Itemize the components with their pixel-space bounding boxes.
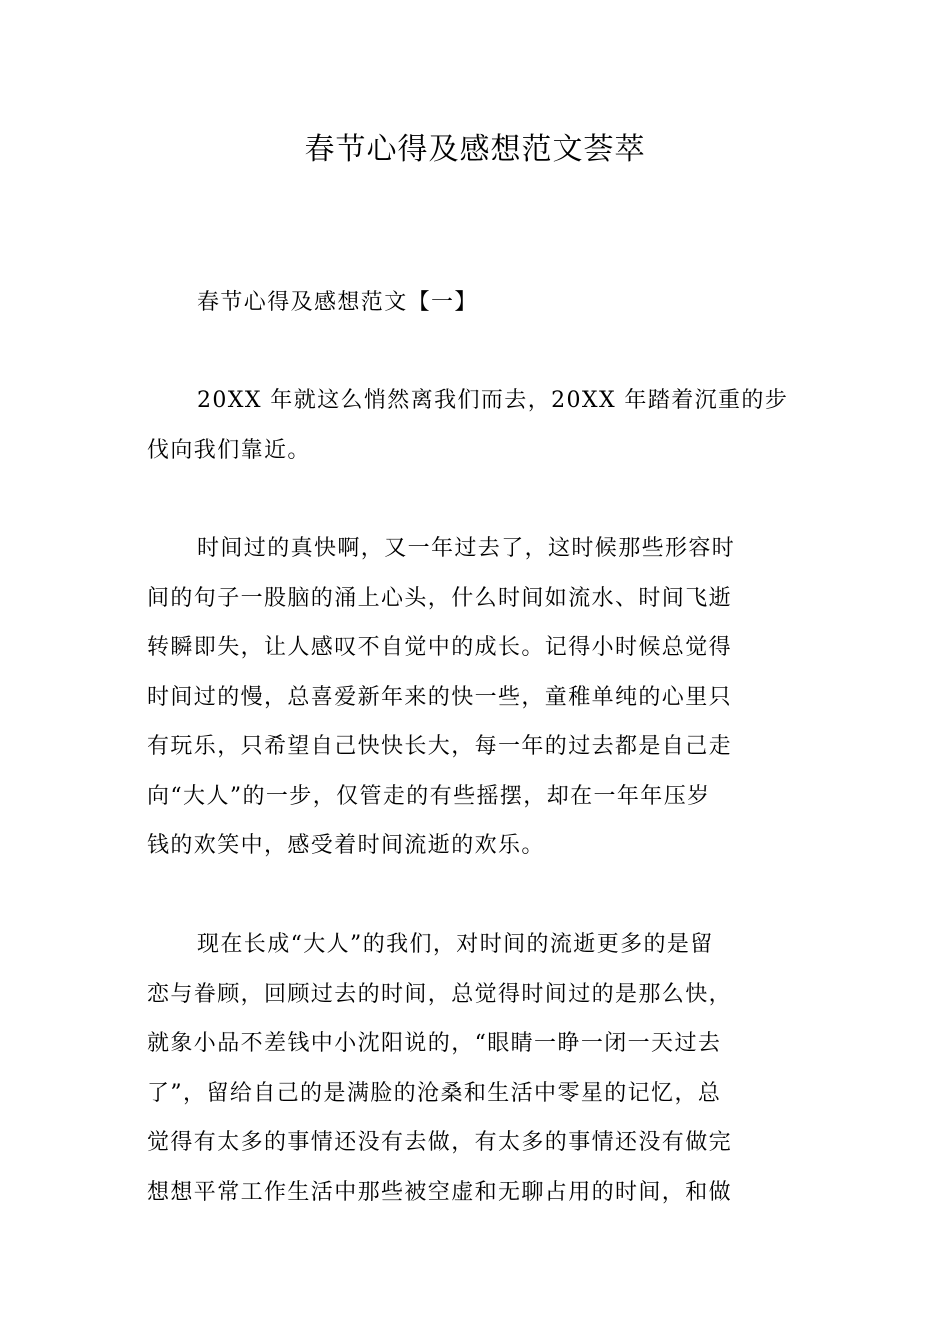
paragraph-line: 伐向我们靠近。 (147, 437, 311, 463)
section-heading (147, 278, 807, 328)
paragraph-line: 觉得有太多的事情还没有去做，有太多的事情还没有做完 (147, 1130, 733, 1155)
paragraph-line: 钱的欢笑中，感受着时间流逝的欢乐。 (147, 833, 545, 858)
paragraph-line: 就象小品不差钱中小沈阳说的，“眼睛一睁一闭一天过去 (147, 1031, 722, 1056)
paragraph-line: 时间过的慢，总喜爱新年来的快一些，童稚单纯的心里只 (147, 684, 733, 710)
paragraph-line: 现在长成“大人”的我们，对时间的流逝更多的是留 (197, 932, 714, 957)
paragraph-line: 时间过的真快啊，又一年过去了，这时候那些形容时 (197, 536, 736, 561)
paragraph-line: 转瞬即失，让人感叹不自觉中的成长。记得小时候总觉得 (147, 635, 733, 660)
paragraph-2 (147, 524, 807, 871)
paragraph-line: 了”，留给自己的是满脸的沧桑和生活中零星的记忆，总 (147, 1080, 722, 1106)
paragraph-line: 想想平常工作生活中那些被空虚和无聊占用的时间，和做 (147, 1179, 733, 1205)
section-heading-text: 春节心得及感想范文【一】 (197, 290, 478, 315)
document-title: 春节心得及感想范文荟萃 (304, 132, 646, 167)
paragraph-1 (147, 376, 807, 475)
paragraph-line: 20XX 年就这么悄然离我们而去，20XX 年踏着沉重的步 (197, 388, 789, 413)
paragraph-line: 有玩乐，只希望自己快快长大，每一年的过去都是自己走 (147, 734, 733, 759)
paragraph-line: 向“大人”的一步，仅管走的有些摇摆，却在一年年压岁 (147, 783, 711, 809)
paragraph-line: 恋与眷顾，回顾过去的时间，总觉得时间过的是那么快， (147, 981, 733, 1007)
paragraph-3 (147, 920, 807, 1217)
paragraph-line: 间的句子一股脑的涌上心头，什么时间如流水、时间飞逝 (147, 585, 733, 611)
